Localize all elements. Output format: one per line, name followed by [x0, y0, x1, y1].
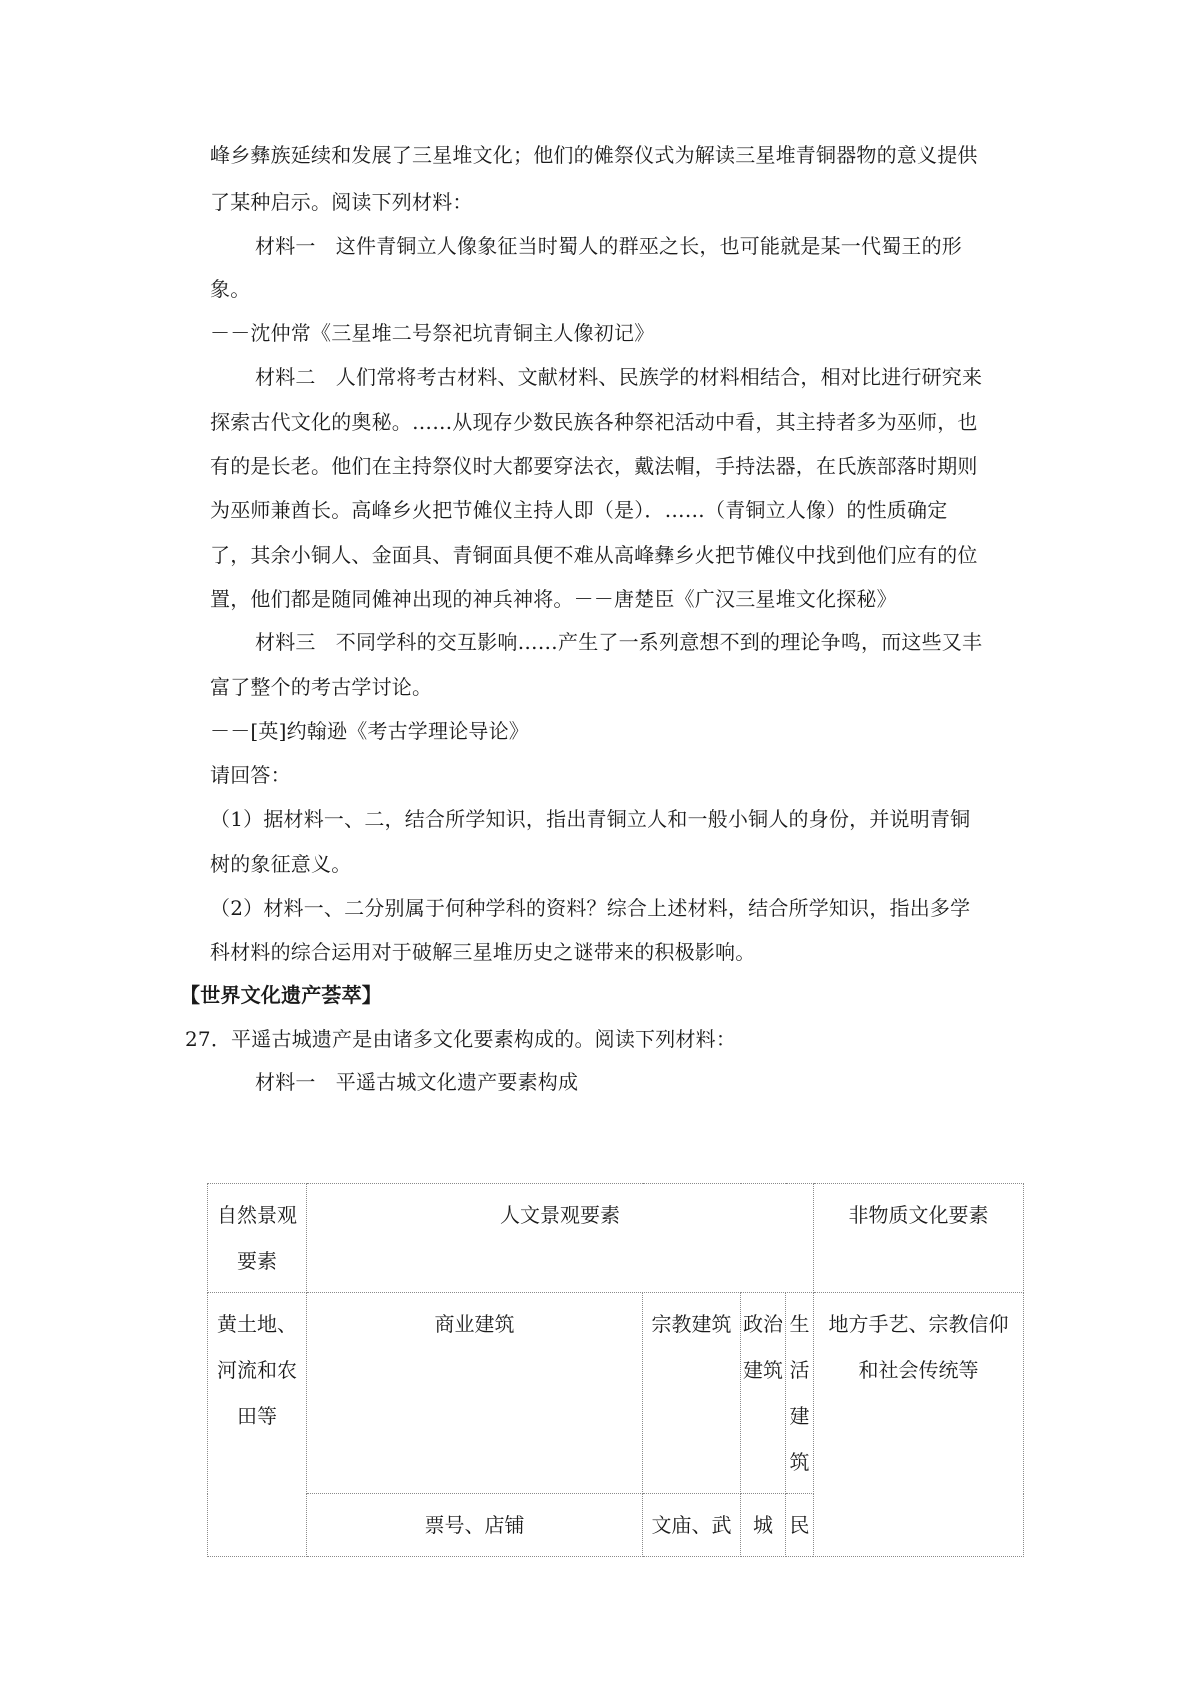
material-table-title: 材料一 平遥古城文化遗产要素构成	[255, 1070, 579, 1094]
material-3-source: －－[英]约翰逊《考古学理论导论》	[210, 719, 530, 743]
material-2-text: 了，其余小铜人、金面具、青铜面具便不难从高峰彝乡火把节傩仪中找到他们应有的位	[210, 543, 978, 567]
commercial-examples: 票号、店铺	[307, 1494, 643, 1557]
material-1-source: －－沈仲常《三星堆二号祭祀坑青铜主人像初记》	[210, 321, 655, 345]
natural-items: 黄土地、河流和农田等	[208, 1293, 307, 1557]
question-1: （1）据材料一、二，结合所学知识，指出青铜立人和一般小铜人的身份，并说明青铜	[210, 807, 971, 831]
header-natural: 自然景观要素	[208, 1184, 307, 1293]
intro-line: 了某种启示。阅读下列材料：	[210, 190, 473, 214]
political-examples: 城	[741, 1494, 786, 1557]
material-2-text: 置，他们都是随同傩神出现的神兵神将。－－唐楚臣《广汉三星堆文化探秘》	[210, 587, 897, 611]
question-1: 树的象征意义。	[210, 852, 352, 876]
material-2-text: 探索古代文化的奥秘。……从现存少数民族各种祭祀活动中看，其主持者多为巫师，也	[210, 410, 978, 434]
material-2-text: 有的是长老。他们在主持祭仪时大都要穿法衣，戴法帽，手持法器，在氏族部落时期则	[210, 454, 978, 478]
religious-examples: 文庙、武	[643, 1494, 741, 1557]
material-3-text: 材料三 不同学科的交互影响……产生了一系列意想不到的理论争鸣，而这些又丰	[255, 630, 983, 654]
living-buildings: 生活建筑	[786, 1293, 814, 1494]
section-heading: 【世界文化遗产荟萃】	[180, 983, 382, 1007]
question-2: 科材料的综合运用对于破解三星堆历史之谜带来的积极影响。	[210, 940, 756, 964]
table-row	[208, 1293, 1024, 1494]
intangible-items: 地方手艺、宗教信仰和社会传统等	[814, 1293, 1024, 1557]
commercial-buildings: 商业建筑	[307, 1293, 643, 1494]
header-cultural: 人文景观要素	[307, 1184, 814, 1293]
table-row	[208, 1184, 1024, 1293]
material-2-text: 材料二 人们常将考古材料、文献材料、民族学的材料相结合，相对比进行研究来	[255, 365, 983, 389]
intro-line: 峰乡彝族延续和发展了三星堆文化；他们的傩祭仪式为解读三星堆青铜器物的意义提供	[210, 143, 978, 167]
header-intangible: 非物质文化要素	[814, 1184, 1024, 1293]
living-examples: 民	[786, 1494, 814, 1557]
question-27-stem: 27．平遥古城遗产是由诸多文化要素构成的。阅读下列材料：	[185, 1027, 737, 1051]
material-3-text: 富了整个的考古学讨论。	[210, 675, 433, 699]
material-1-text: 材料一 这件青铜立人像象征当时蜀人的群巫之长，也可能就是某一代蜀王的形	[255, 234, 962, 258]
material-2-text: 为巫师兼酋长。高峰乡火把节傩仪主持人即（是）．……（青铜立人像）的性质确定	[210, 498, 948, 522]
religious-buildings: 宗教建筑	[643, 1293, 741, 1494]
political-buildings: 政治建筑	[741, 1293, 786, 1494]
material-1-text: 象。	[210, 277, 251, 301]
heritage-elements-table	[207, 1183, 1024, 1557]
question-2: （2）材料一、二分别属于何种学科的资料？综合上述材料，结合所学知识，指出多学	[210, 896, 971, 920]
question-prompt: 请回答：	[210, 763, 291, 787]
